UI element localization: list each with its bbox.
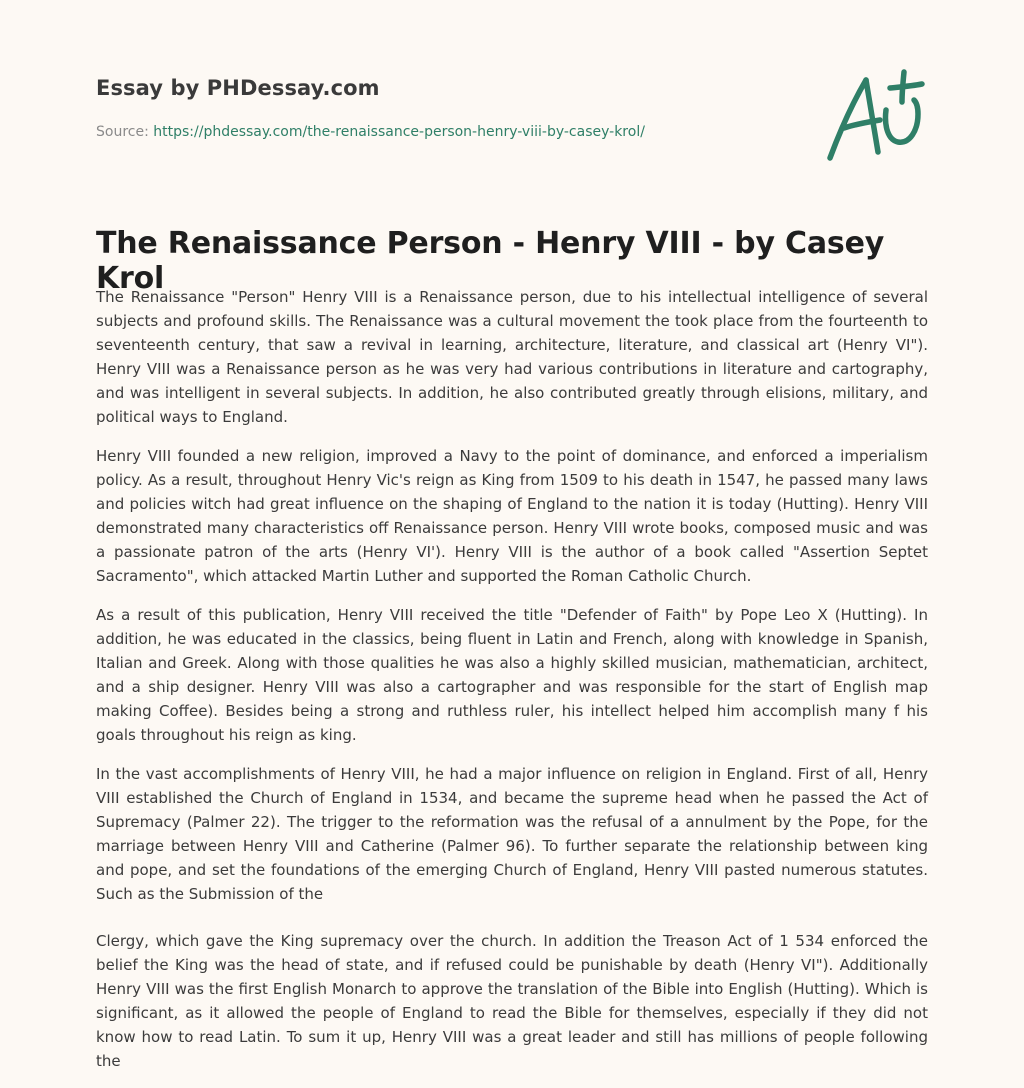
paragraph: As a result of this publication, Henry VIII received the title "Defender of Faith" by Pope Leo X (Hutting). In addition, he was educated in the classics, being fluent in Latin and French, along with knowledge in Spanish, Italian and Greek. Along with those qualities he was also a highly skilled musician, mathematician, architect, and a ship designer. Henry VIII was also a cartographer and was responsible for the start of English map making Coffee). Besides being a strong and ruthless ruler, his intellect helped him accomplish many f his goals throughout his reign as king. [96,606,928,744]
paragraph: Henry VIII founded a new religion, improved a Navy to the point of dominance, and enforced a imperialism policy. As a result, throughout Henry Vic's reign as King from 1509 to his death in 1547, he passed many laws and policies witch had great influence on the shaping of England to the nation it is today (Hutting). Henry VIII demonstrated many characteristics off Renaissance person. Henry VIII wrote books, composed music and was a passionate patron of the arts (Henry VI'). Henry VIII is the author of a book called "Assertion Septet Sacramento", which attacked Martin Luther and supported the Roman Catholic Church. [96,447,928,585]
source-label: Source: [96,124,154,140]
paragraph: The Renaissance "Person" Henry VIII is a Renaissance person, due to his intellectual intelligence of several subjects and profound skills. The Renaissance was a cultural movement the took place from the fourteenth to seventeenth century, that saw a revival in learning, architecture, literature, and classical art (Henry VI"). Henry VIII was a Renaissance person as he was very had various contributions in literature and cartography, and was intelligent in several subjects. In addition, he also contributed greatly through elisions, military, and political ways to England. [96,288,928,426]
source-link[interactable]: https://phdessay.com/the-renaissance-person-henry-viii-by-casey-krol/ [153,124,645,140]
a-plus-logo-icon [820,66,930,166]
paragraph: In the vast accomplishments of Henry VIII, he had a major influence on religion in England. First of all, Henry VIII established the Church of England in 1534, and became the supreme head when he passed the Act of Supremacy (Palmer 22). The trigger to the reformation was the refusal of a annulment by the Pope, for the marriage between Henry VIII and Catherine (Palmer 96). To further separate the relationship between king and pope, and set the foundations of the emerging Church of England, Henry VIII pasted numerous statutes. Such as the Submission of the [96,765,928,903]
brand-title: Essay by PHDessay.com [96,76,380,100]
essay-title: The Renaissance Person - Henry VIII - by Casey Krol [96,226,885,296]
source-line [96,124,645,140]
paragraph: Clergy, which gave the King supremacy over the church. In addition the Treason Act of 1 534 enforced the belief the King was the head of state, and if refused could be punishable by death (Henry VI"). Additionally Henry VIII was the first English Monarch to approve the translation of the Bible into English (Hutting). Which is significant, as it allowed the people of England to read the Bible for themselves, especially if they did not know how to read Latin. To sum it up, Henry VIII was a great leader and still has millions of people following the [96,932,928,1070]
essay-body [96,285,928,1088]
